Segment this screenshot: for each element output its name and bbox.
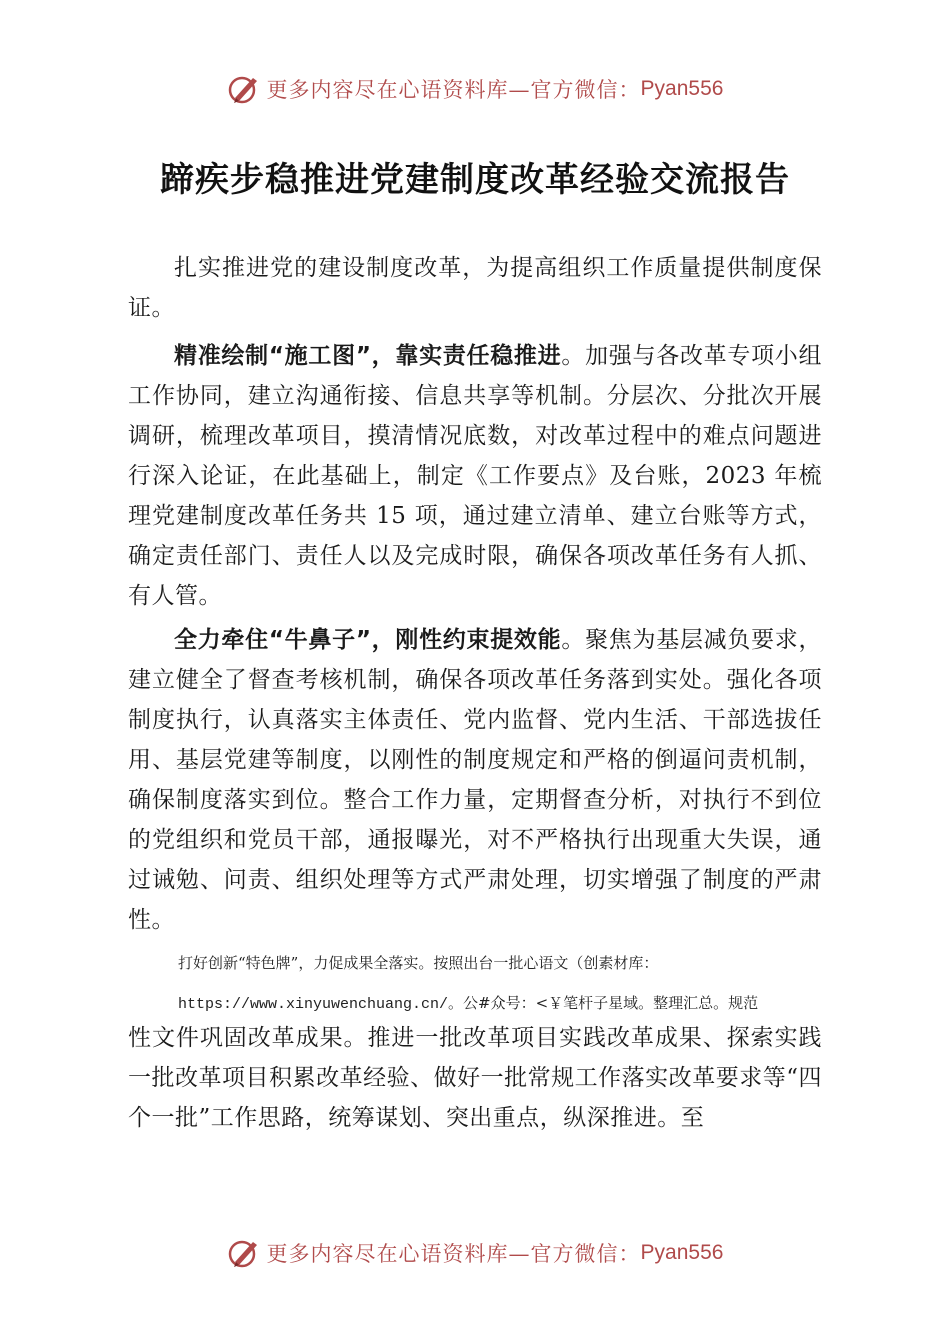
paragraph-blueprint	[128, 336, 822, 616]
small-text-rest: 。公#众号：<￥笔杆子星域。整理汇总。规范	[448, 994, 759, 1012]
banner-text: 更多内容尽在心语资料库—官方微信：	[266, 1242, 641, 1266]
paragraph-body: 。加强与各改革专项小组工作协同，建立沟通衔接、信息共享等机制。分层次、分批次开展调研，梳理改革项目，摸清情况底数，对改革过程中的难点问题进行深入论证，在此基础上，制定《工作要点》及台账，2023 年梳理党建制度改革任务共 15 项，通过建立清单、建立台账等方式，确定责任部门、责任人以及完成时限，确保各项改革任务有人抓、有人管。	[128, 343, 823, 609]
paragraph-constraint	[128, 620, 822, 940]
banner-wechat-id: Pyan556	[640, 1241, 724, 1264]
banner-text: 更多内容尽在心语资料库—官方微信：	[266, 78, 641, 102]
paragraph-text: 扎实推进党的建设制度改革，为提高组织工作质量提供制度保证。	[128, 255, 822, 321]
paragraph-heading: 全力牵住“牛鼻子”，刚性约束提效能	[174, 627, 562, 653]
pen-logo-icon	[227, 1236, 261, 1270]
footer-banner	[0, 1236, 950, 1270]
paragraph-results	[128, 1018, 822, 1138]
paragraph-text: 性文件巩固改革成果。推进一批改革项目实践改革成果、探索实践一批改革项目积累改革经验、做好一批常规工作落实改革要求等“四个一批”工作思路，统筹谋划、突出重点，纵深推进。至	[128, 1025, 822, 1131]
small-text-line-2	[178, 992, 758, 1013]
page-title: 蹄疾步稳推进党建制度改革经验交流报告	[160, 160, 790, 200]
paragraph-heading: 精准绘制“施工图”，靠实责任稳推进	[174, 343, 562, 369]
pen-logo-icon	[227, 72, 261, 106]
source-url-link[interactable]: https://www.xinyuwenchuang.cn/	[178, 996, 449, 1013]
banner-wechat-id: Pyan556	[640, 77, 724, 100]
paragraph-body: 。聚焦为基层减负要求，建立健全了督查考核机制，确保各项改革任务落到实处。强化各项制度执行，认真落实主体责任、党内监督、党内生活、干部选拔任用、基层党建等制度，以刚性的制度规定和严格的倒逼问责机制，确保制度落实到位。整合工作力量，定期督查分析，对执行不到位的党组织和党员干部，通报曝光，对不严格执行出现重大失误，通过诫勉、问责、组织处理等方式严肃处理，切实增强了制度的严肃性。	[128, 627, 823, 933]
small-text-line-1: 打好创新“特色牌”，力促成果全落实。按照出台一批心语文（创素材库：	[178, 954, 659, 972]
paragraph-intro	[128, 248, 822, 328]
header-banner	[0, 72, 950, 106]
